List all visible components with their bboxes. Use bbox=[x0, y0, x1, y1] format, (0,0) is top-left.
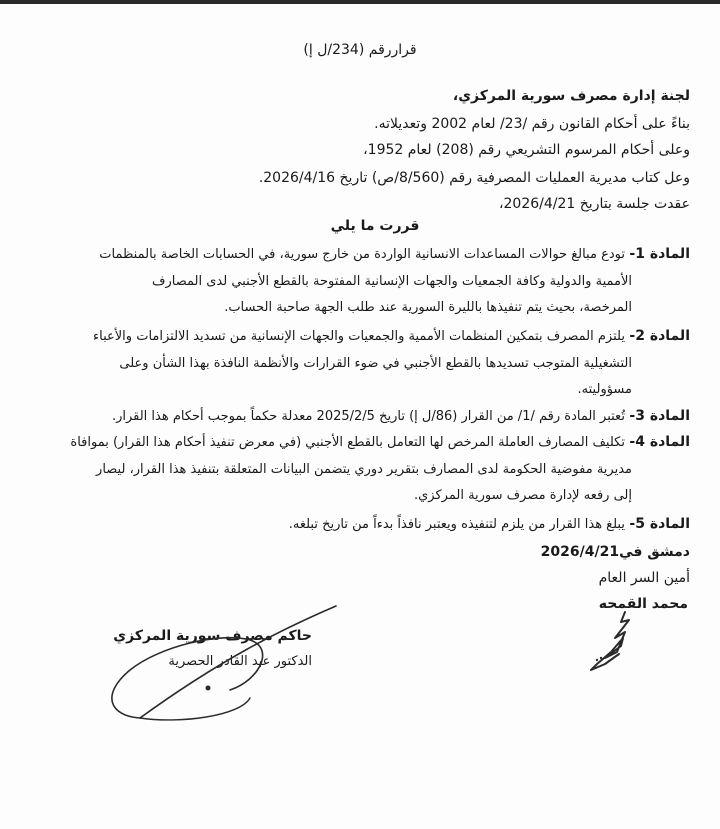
preamble-line-3: وعل كتاب مديرية العمليات المصرفية رقم (8/560/ص) تاريخ 2026/4/16. bbox=[258, 170, 690, 186]
governor-signature bbox=[100, 600, 340, 730]
article-5-label: المادة 5- bbox=[629, 516, 690, 532]
article-4-line-3: إلى رفعه لإدارة مصرف سورية المركزي. bbox=[414, 488, 632, 503]
preamble-line-1: بناءً على أحكام القانون رقم /23/ لعام 2002 وتعديلاته. bbox=[374, 116, 690, 132]
article-3-line-1: المادة 3- تُعتبر المادة رقم /1/ من القرار (86/ل إ) تاريخ 2025/2/5 معدلة حكماً بموجب أحكام هذا القرار. bbox=[111, 408, 690, 424]
decided-heading: قررت ما يلي bbox=[330, 218, 420, 234]
secretary-title: أمين السر العام bbox=[598, 570, 690, 586]
secretary-name: محمد القمحه bbox=[598, 596, 688, 612]
governor-title: حاكم مصرف سورية المركزي bbox=[113, 628, 312, 644]
article-1-line-3: المرخصة، بحيث يتم تنفيذها بالليرة السورية عند طلب الجهة صاحبة الحساب. bbox=[224, 300, 632, 315]
article-1-line-2: الأممية والدولية وكافة الجمعيات والجهات الإنسانية المفتوحة بالقطع الأجنبي لدى المصارف bbox=[152, 274, 632, 289]
article-4-line-2: مديرية مفوضية الحكومة لدى المصارف بتقرير دوري يتضمن البيانات المتعلقة بتنفيذ هذا القرار، ليصار bbox=[96, 462, 632, 477]
secretary-signature bbox=[585, 608, 645, 678]
article-2-line-3: مسؤوليته. bbox=[577, 382, 632, 397]
preamble-line-2: وعلى أحكام المرسوم التشريعي رقم (208) لعام 1952، bbox=[363, 142, 690, 158]
article-4-line-1: المادة 4- تكليف المصارف العاملة المرخص لها التعامل بالقطع الأجنبي (في معرض تنفيذ أحكام هذا القرار) بموافاة bbox=[70, 434, 690, 450]
governor-name: الدكتور عبد القادر الحصرية bbox=[168, 654, 312, 669]
article-5-line-1: المادة 5- يبلغ هذا القرار من يلزم لتنفيذه ويعتبر نافذاً بدءاً من تاريخ تبلغه. bbox=[288, 516, 690, 532]
article-1-label: المادة 1- bbox=[629, 246, 690, 262]
article-1-line-1: المادة 1- تودع مبالغ حوالات المساعدات الانسانية الواردة من خارج سورية، في الحسابات الخاصة بالمنظمات bbox=[99, 246, 690, 262]
article-2-line-2: التشغيلية المتوجب تسديدها بالقطع الأجنبي في ضوء القرارات والأنظمة النافذة بهذا الشأن وعلى bbox=[119, 356, 632, 371]
article-4-label: المادة 4- bbox=[629, 434, 690, 450]
decision-title: قراررقم (234/ل إ) bbox=[303, 42, 417, 58]
place-date: دمشق في2026/4/21 bbox=[540, 544, 690, 560]
article-2-line-1: المادة 2- يلتزم المصرف بتمكين المنظمات الأممية والجمعيات والجهات الإنسانية من تسديد الالتزامات والأعباء bbox=[93, 328, 690, 344]
addressee: لجنة إدارة مصرف سورية المركزي، bbox=[452, 88, 690, 104]
article-2-label: المادة 2- bbox=[629, 328, 690, 344]
article-3-label: المادة 3- bbox=[629, 408, 690, 424]
preamble-line-4: عقدت جلسة بتاريخ 2026/4/21، bbox=[498, 196, 690, 212]
